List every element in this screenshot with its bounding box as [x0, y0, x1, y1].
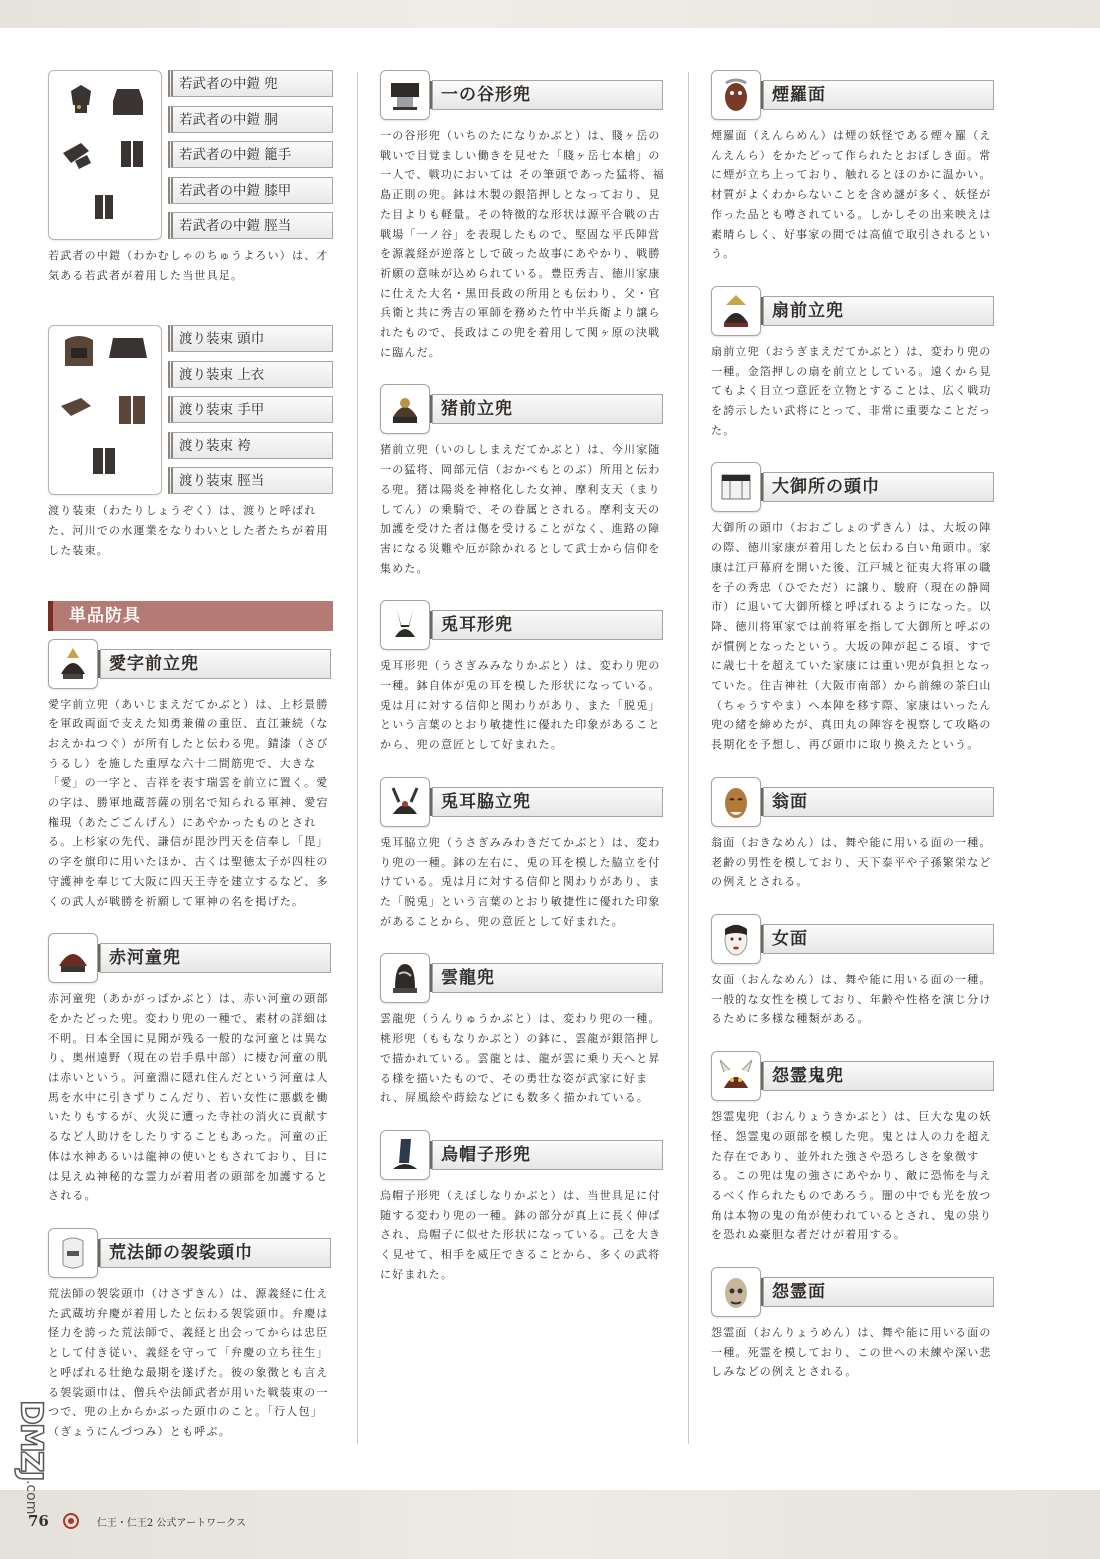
armor-pieces-illustration: [49, 71, 161, 239]
item-description: 翁面（おきなめん）は、舞や能に用いる面の一種。老齢の男性を模しており、天下泰平や子孫繁栄などの例えとされる。: [711, 835, 992, 889]
armor-set-description: 若武者の中鎧（わかむしゃのちゅうよろい）は、才気ある若武者が着用した当世具足。: [48, 249, 329, 282]
item-description: 赤河童兜（あかがっぱかぶと）は、赤い河童の頭部をかたどった兜。変わり兜の一種で、素材の詳細は不明。日本全国に見聞が残る一般的な河童とは異なり、奥州遠野（現在の岩手県中部）に棲む河童の肌は赤いという。河童淵に隠れ住んだという河童は人馬を水中に引きずりこんだり、若い女性に悪戯を働いたりもするが、火災に遭った寺社の消火に貢献するなど人助けをしたりすることもあった。河童の正体は水神あるいは龍神の使いともされており、目には見えぬ神秘的な霊力が着用者の頭部を加護するとされる。: [48, 992, 329, 1203]
item-title: 怨霊鬼兜: [763, 1061, 994, 1091]
helmet-thumbnail-icon: [711, 1051, 761, 1101]
item-title: 煙羅面: [763, 80, 994, 110]
helmet-thumbnail-icon: [380, 777, 430, 827]
item-title: 兎耳形兜: [432, 610, 663, 640]
column-right: [711, 70, 996, 1404]
armor-item: [380, 600, 665, 755]
item-description: 煙羅面（えんらめん）は煙の妖怪である煙々羅（えんえんら）をかたどって作られたとおぼしき面。常に煙が立ち上っており、触れるとほのかに温かい。材質がよくわからないことを含め謎が多く、妖怪が作った品とも噂されている。しかしその出来映えは素晴らしく、好事家の間では高値で取引されるという。: [711, 129, 992, 261]
armor-set-watari: [48, 325, 333, 497]
armor-item: [48, 933, 333, 1206]
item-title: 赤河童兜: [100, 943, 331, 973]
armor-item: [380, 777, 665, 932]
armor-item: [711, 1267, 996, 1382]
armor-item: [711, 914, 996, 1029]
helmet-thumbnail-icon: [380, 70, 430, 120]
item-title: 怨霊面: [763, 1277, 994, 1307]
item-description: 女面（おんなめん）は、舞や能に用いる面の一種。一般的な女性を模しており、年齢や性格を演じ分けるために多様な種類がある。: [711, 972, 992, 1026]
armor-item: [380, 384, 665, 578]
armor-item: [711, 1051, 996, 1245]
item-description: 猪前立兜（いのししまえだてかぶと）は、今川家随一の猛将、岡部元信（おかべもとのぶ）所用と伝わる兜。猪は陽炎を神格化した女神、摩利支天（まりしてん）の乗騎で、その眷属とされる。摩利支天の加護を受けた者は傷を受けることがなく、進路の障害になる災難や厄が除かれるとして武士から信仰を集めた。: [380, 443, 661, 575]
armor-item: [380, 70, 665, 362]
item-title: 烏帽子形兜: [432, 1140, 663, 1170]
item-title: 愛字前立兜: [100, 649, 331, 679]
armor-piece-label: 渡り装束 頭巾: [168, 325, 333, 352]
helmet-thumbnail-icon: [711, 286, 761, 336]
helmet-thumbnail-icon: [380, 1130, 430, 1180]
armor-item: [380, 1130, 665, 1285]
armor-set-piece-list: [168, 70, 333, 242]
item-description: 一の谷形兜（いちのたになりかぶと）は、賤ヶ岳の戦いで目覚ましい働きを見せた「賤ヶ岳七本槍」の一人で、戦功においては その筆頭であった猛将、福島正則の兜。鉢は木製の銀箔押しとなっており、見た目よりも軽量。その特徴的な形状は源平合戦の古戦場「一ノ谷」を表現したもので、堅固な平氏陣営を源義経が逆落としで破った故事にあやかり、戦勝祈願の意味が込められている。豊臣秀吉、徳川家康に仕えた大名・黒田長政の所用とも伝わり、父・官兵衛と共に秀吉の軍師を務めた竹中半兵衛より譲られたもので、長政はこの兜を着用して関ヶ原の決戦に臨んだ。: [380, 129, 665, 359]
hood-thumbnail-icon: [48, 1228, 98, 1278]
armor-item: [711, 462, 996, 754]
armor-piece-label: 若武者の中鎧 胴: [168, 106, 333, 133]
mask-thumbnail-icon: [711, 914, 761, 964]
item-title: 大御所の頭巾: [763, 472, 994, 502]
armor-item: [711, 70, 996, 264]
top-margin: [0, 0, 1100, 28]
item-description: 扇前立兜（おうぎまえだてかぶと）は、変わり兜の一種。金箔押しの扇を前立としている。遠くから見てもよく目立つ意匠を立物とすることは、広く戦功を誇示したい武将にとって、非常に重要なことだった。: [711, 344, 992, 437]
armor-set-image: [48, 325, 162, 495]
armor-item: [711, 286, 996, 441]
item-title: 女面: [763, 924, 994, 954]
item-title: 雲龍兜: [432, 963, 663, 993]
helmet-thumbnail-icon: [48, 639, 98, 689]
section-header: 単品防具: [48, 601, 333, 631]
watermark-suffix: .com: [23, 1479, 39, 1515]
item-title: 扇前立兜: [763, 296, 994, 326]
book-title: 仁王・仁王2 公式アートワークス: [96, 1517, 247, 1529]
item-description: 雲龍兜（うんりゅうかぶと）は、変わり兜の一種。桃形兜（ももなりかぶと）の鉢に、雲龍が銀箔押しで描かれている。雲龍とは、龍が雲に乗り天へと昇る様を描いたもので、その勇壮な姿が武家に好まれ、屏風絵や蒔絵などにも数多く描かれている。: [380, 1012, 661, 1105]
armor-pieces-illustration: [49, 326, 161, 494]
item-title: 翁面: [763, 787, 994, 817]
column-divider: [688, 72, 689, 1444]
item-description: 大御所の頭巾（おおごしょのずきん）は、大坂の陣の際、徳川家康が着用したと伝わる白い角頭巾。家康は江戸幕府を開いた後、江戸城と征夷大将軍の職を子の秀忠（ひでただ）に譲り、駿府（現在の静岡市）に退いて大御所様と呼ばれるようになった。以降、徳川将軍家では前将軍を指して大御所と呼ぶのが慣例となったという。大坂の陣が起こる頃、すでに歳七十を超えていた家康には重い兜が負担となっていた。住吉神社（大阪市南部）から前線の茶臼山（ちゃうすやま）へ本陣を移す際、家康はいったん兜の緒を締めたが、真田丸の陣容を視察して攻略の長期化を予想し、再び頭巾に取り換えたという。: [711, 521, 992, 752]
page-number: 76: [28, 1512, 49, 1530]
page-footer: [28, 1512, 246, 1530]
item-title: 一の谷形兜: [432, 80, 663, 110]
armor-set-wakamusha: [48, 70, 333, 242]
helmet-thumbnail-icon: [380, 600, 430, 650]
item-description: 怨霊面（おんりょうめん）は、舞や能に用いる面の一種。死霊を模しており、この世への未練や深い悲しみなどの例えとされる。: [711, 1326, 992, 1379]
item-description: 兎耳形兜（うさぎみみなりかぶと）は、変わり兜の一種。鉢自体が兎の耳を模した形状になっている。兎は月に対する信仰と関わりがあり、また「脱兎」という言葉のとおり敏捷性に優れた印象があることから、兜の意匠として好まれた。: [380, 659, 661, 752]
armor-set-image: [48, 70, 162, 240]
column-middle: [380, 70, 665, 1306]
item-description: 兎耳脇立兜（うさぎみみわきだてかぶと）は、変わり兜の一種。鉢の左右に、兎の耳を模した脇立を付けている。兎は月に対する信仰と関わりがあり、また「脱兎」という言葉のとおり敏捷性に優れた印象があることから、兜の意匠として好まれた。: [380, 835, 661, 928]
armor-item: [48, 639, 333, 912]
column-divider: [357, 72, 358, 1444]
armor-piece-label: 渡り装束 脛当: [168, 467, 333, 494]
mask-thumbnail-icon: [711, 70, 761, 120]
item-description: 愛字前立兜（あいじまえだてかぶと）は、上杉景勝を軍政両面で支えた知勇兼備の重臣、直江兼続（なおえかねつぐ）が所有したと伝わる兜。錆漆（さびうるし）を施した重厚な六十二間筋兜で、大きな「愛」の一字と、吉祥を表す瑞雲を前立に置く。愛の字は、勝軍地蔵菩薩の別名で知られる軍神、愛宕権現（あたごごんげん）にあやかったものとされる。上杉家の先代、謙信が毘沙門天を信奉し「毘」の字を旗印に用いたほか、古くは聖徳太子が四柱の守護神を奉じて大阪に四天王寺を建立するなど、多くの武人が戦勝を祈願して軍神の名を掲げた。: [48, 697, 329, 908]
armor-piece-label: 若武者の中鎧 脛当: [168, 212, 333, 239]
item-title: 兎耳脇立兜: [432, 787, 663, 817]
armor-piece-label: 若武者の中鎧 籠手: [168, 141, 333, 168]
mask-thumbnail-icon: [711, 777, 761, 827]
armor-piece-label: 渡り装束 上衣: [168, 361, 333, 388]
armor-set-piece-list: [168, 325, 333, 497]
item-description: 烏帽子形兜（えぼしなりかぶと）は、当世具足に付随する変わり兜の一種。鉢の部分が真上に長く伸ばされ、烏帽子に似せた形状になっている。己を大きく見せて、相手を威圧できることから、多くの武将に好まれた。: [380, 1188, 662, 1281]
book-logo-icon: [63, 1513, 79, 1529]
armor-piece-label: 渡り装束 手甲: [168, 396, 333, 423]
helmet-thumbnail-icon: [48, 933, 98, 983]
armor-item: [48, 1228, 333, 1442]
item-title: 荒法師の袈裟頭巾: [100, 1238, 331, 1268]
item-description: 荒法師の袈裟頭巾（けさずきん）は、源義経に仕えた武蔵坊弁慶が着用したと伝わる袈裟頭巾。弁慶は怪力を誇った荒法師で、義経と出会ってからは忠臣として付き従い、義経を守って「弁慶の立ち往生」と呼ばれる壮絶な最期を遂げた。彼の象徴とも言える袈裟頭巾は、僧兵や法師武者が用いた戦装束の一つで、兜の上からかぶった頭巾のこと。「行人包」（ぎょうにんづつみ）とも呼ぶ。: [48, 1286, 329, 1438]
armor-item: [711, 777, 996, 892]
armor-piece-label: 若武者の中鎧 膝甲: [168, 177, 333, 204]
item-title: 猪前立兜: [432, 394, 663, 424]
mask-thumbnail-icon: [711, 1267, 761, 1317]
helmet-thumbnail-icon: [380, 953, 430, 1003]
armor-set-description: 渡り装束（わたりしょうぞく）は、渡りと呼ばれた、河川での水運業をなりわいとした者たちが着用した装束。: [48, 504, 329, 557]
watermark-text: DMZJ: [13, 1400, 49, 1480]
watermark: [14, 1400, 48, 1548]
armor-piece-label: 渡り装束 袴: [168, 432, 333, 459]
armor-item: [380, 953, 665, 1108]
helmet-thumbnail-icon: [380, 384, 430, 434]
item-description: 怨霊鬼兜（おんりょうきかぶと）は、巨大な鬼の妖怪、怨霊鬼の頭部を模した兜。鬼とは人の力を超えた存在であり、並外れた強さや恐ろしさを象徴する。この兜は鬼の強さにあやかり、敵に恐怖を与えるべく作られたものであろう。闇の中でも光を放つ角は本物の鬼の角が使われているとされ、鬼の祟りを恐れぬ豪胆な者だけが着用する。: [711, 1110, 993, 1242]
armor-piece-label: 若武者の中鎧 兜: [168, 70, 333, 97]
column-left: [48, 70, 333, 1464]
hood-thumbnail-icon: [711, 462, 761, 512]
